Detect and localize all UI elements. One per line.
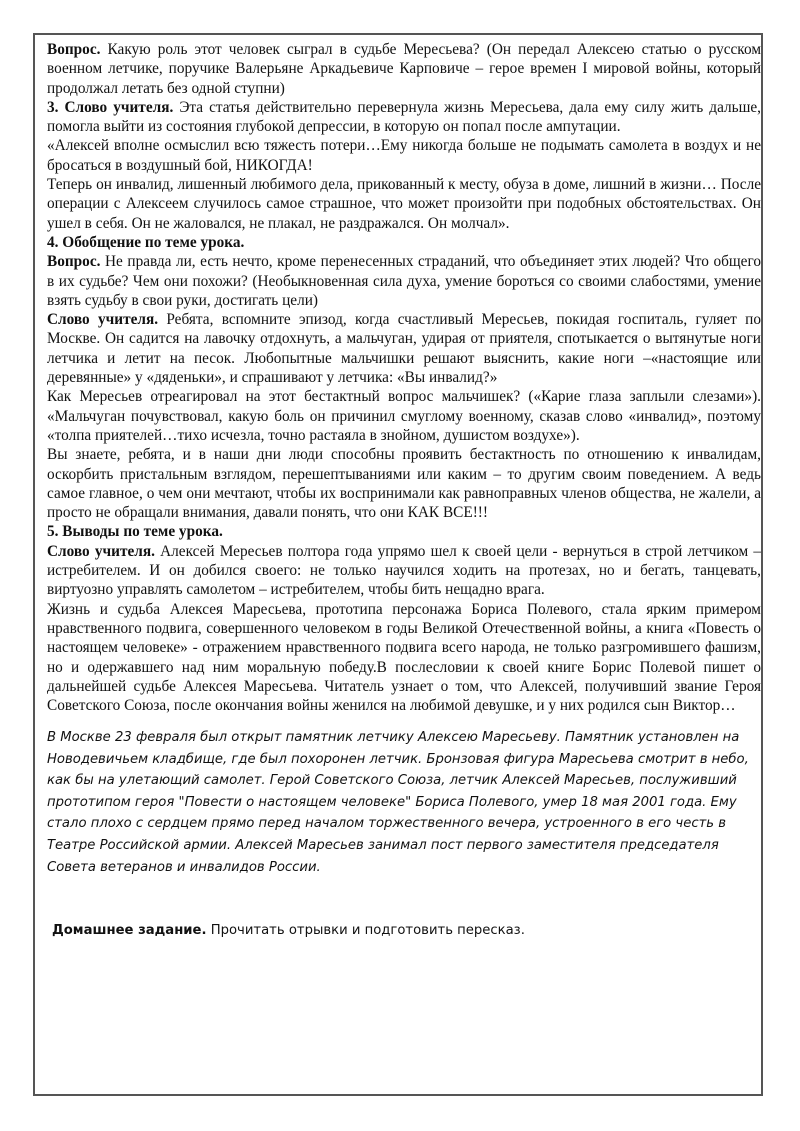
paragraph	[47, 136, 761, 175]
paragraph-text: Теперь он инвалид, лишенный любимого дела, прикованный к месту, обуза в доме, лишний в жизни… После операции с Алексеем случилось самое страшное, что может произойти при подобных обстоятельствах. Он ушел в себя. Он не жаловался, не плакал, не раздражался. Он молчал».	[47, 176, 761, 232]
paragraph	[47, 310, 761, 387]
paragraph-text: Эта статья действительно перевернула жизнь Мересьева, дала ему силу жить дальше, помогла выйти из состояния глубокой депрессии, в которую он попал после ампутации.	[47, 98, 761, 136]
paragraph	[47, 542, 761, 600]
paragraph-text: Алексей Мересьев полтора года упрямо шел к своей цели - вернуться в строй летчиком – истребителем. И он добился своего: не только научился ходить на протезах, но и бегать, танцевать, виртуозно управлять самолетом – истребителем, чтобы бить нещадно врага.	[47, 542, 761, 599]
paragraph	[47, 522, 761, 541]
paragraph-text: Вы знаете, ребята, и в наши дни люди способны проявить бестактность по отношению к инвалидам, оскорбить пристальным взглядом, перешептываниями или каким – то другим своим поведением. А ведь самое главное, о чем они мечтают, чтобы их воспринимали как равноправных членов общества, не жалели, а просто не обращали внимания, давали понять, что они КАК ВСЕ!!!	[47, 446, 761, 522]
paragraph-label: Вопрос.	[47, 253, 101, 271]
paragraph-label: Слово учителя.	[47, 542, 155, 560]
paragraph	[47, 445, 761, 522]
paragraph-text: «Алексей вполне осмыслил всю тяжесть потери…Ему никогда больше не подымать самолета в воздух и не бросаться в воздушный бой, НИКОГДА!	[47, 137, 761, 174]
paragraph	[47, 40, 761, 98]
paragraph	[47, 98, 761, 137]
paragraph	[47, 600, 761, 716]
section-heading: 5. Выводы по теме урока.	[47, 523, 223, 541]
paragraph-text: Как Мересьев отреагировал на этот бестактный вопрос мальчишек? («Карие глаза заплыли слезами»). «Мальчуган почувствовал, какую боль он причинил смуглому военному, сказав слово «инвалид», поэтому «толпа приятелей…тихо исчезла, точно растаяла в знойном, душистом воздухе»).	[47, 388, 761, 444]
homework-text: Прочитать отрывки и подготовить пересказ.	[206, 923, 525, 938]
paragraph	[47, 233, 761, 252]
paragraph-label: Слово учителя.	[47, 311, 159, 329]
memorial-note	[47, 727, 763, 878]
section-heading: 3. Слово учителя.	[47, 98, 174, 116]
section-heading: 4. Обобщение по теме урока.	[47, 233, 245, 251]
homework-label: Домашнее задание.	[52, 923, 207, 938]
homework	[52, 921, 752, 941]
paragraph-text: Не правда ли, есть нечто, кроме перенесенных страданий, что объединяет этих людей? Что общего в их судьбе? Чем они похожи? (Необыкновенная сила духа, умение бороться со своими слабостями, умение взять судьбу в свои руки, достигать цели)	[47, 253, 761, 309]
paragraph-text: Какую роль этот человек сыграл в судьбе Мересьева? (Он передал Алексею статью о русском военном летчике, поручике Валерьяне Аркадьевиче Карповиче – герое времен I мировой войны, который продолжал летать без одной ступни)	[47, 41, 761, 97]
paragraph-text: Ребята, вспомните эпизод, когда счастливый Мересьев, покидая госпиталь, гуляет по Москве. Он садится на лавочку отдохнуть, а мальчуган, удирая от приятеля, спотыкается о вытянутые ноги летчика и летит на песок. Любопытные мальчишки решают выяснить, какие ноги –«настоящие или деревянные» у «дяденьки», и спрашивают у летчика: «Вы инвалид?»	[47, 311, 761, 387]
paragraph-text: Жизнь и судьба Алексея Маресьева, прототипа персонажа Бориса Полевого, стала ярким примером нравственного подвига, совершенного человеком в годы Великой Отечественной войны, а книга «Повесть о настоящем человеке» - отражением нравственного подвига всего народа, не только разгромившего фашизм, но и одержавшего над ним моральную победу.В послесловии к своей книге Борис Полевой пишет о дальнейшей судьбе Алексея Маресьева. Читатель узнает о том, что Алексей, получивший звание Героя Советского Союза, после окончания войны женился на любимой девушке, и у них родился сын Виктор…	[47, 600, 761, 715]
paragraph	[47, 252, 761, 310]
paragraph	[47, 387, 761, 445]
italic-paragraph: В Москве 23 февраля был открыт памятник летчику Алексею Маресьеву. Памятник установлен на Новодевичьем кладбище, где был похоронен летчик. Бронзовая фигура Маресьева смотрит в небо, как бы на улетающий самолет. Герой Советского Союза, летчик Алексей Маресьев, послуживший прототипом героя "Повести о настоящем человеке" Бориса Полевого, умер 18 мая 2001 года. Ему стало плохо с сердцем прямо перед началом торжественного вечера, устроенного в его честь в Театре Российской армии. Алексей Маресьев занимал пост первого заместителя председателя Совета ветеранов и инвалидов России.	[47, 730, 749, 875]
paragraph-label: Вопрос.	[47, 41, 101, 58]
paragraph	[47, 175, 761, 233]
lesson-text	[47, 40, 761, 715]
